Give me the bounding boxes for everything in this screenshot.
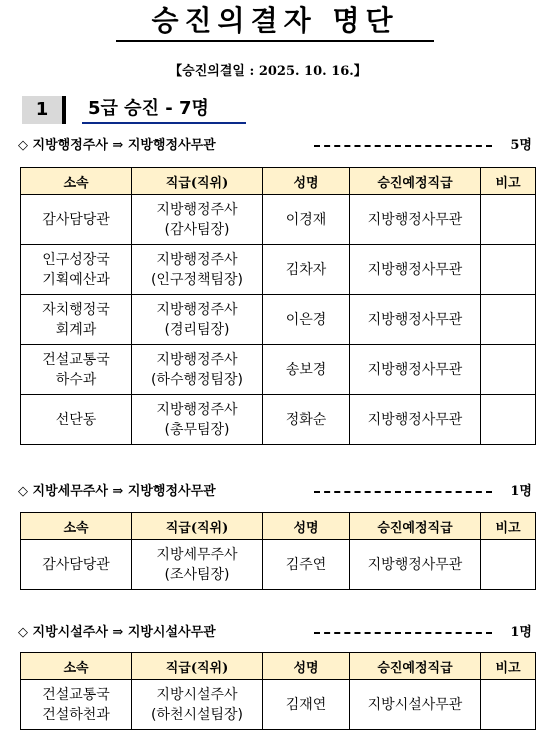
- cell-line: 감사담당관: [42, 211, 110, 228]
- name-cell: 정화순: [263, 395, 350, 445]
- dept-cell: [21, 395, 132, 445]
- cell-line: 건설교통국: [42, 686, 110, 703]
- column-header: 소속: [21, 513, 132, 540]
- target-rank-cell: 지방행정사무관: [350, 345, 481, 395]
- note-cell: [481, 195, 536, 245]
- rank-cell: [132, 395, 263, 445]
- target-rank-cell: 지방시설사무관: [350, 680, 481, 730]
- target-rank-cell: 지방행정사무관: [350, 540, 481, 590]
- cell-line: 하수과: [55, 371, 97, 388]
- group-count: 1명: [510, 625, 532, 640]
- cell-line: 기획예산과: [42, 271, 110, 288]
- cell-line: (총무팀장): [164, 421, 230, 438]
- dept-cell: [21, 540, 132, 590]
- column-header: 비고: [481, 168, 536, 195]
- cell-line: (감사팀장): [164, 221, 230, 238]
- table-header-row: [21, 513, 536, 540]
- rank-cell: [132, 295, 263, 345]
- resolution-date: 【승진의결일 : 2025. 10. 16.】: [169, 64, 367, 79]
- cell-line: (하수행정팀장): [150, 371, 244, 388]
- section-title: 5급 승진 - 7명: [82, 96, 246, 124]
- name-cell: 이경재: [263, 195, 350, 245]
- cell-line: (조사팀장): [164, 566, 230, 583]
- dashed-leader: [314, 632, 492, 634]
- group-heading-text: ◇ 지방세무주사 ⇒ 지방행정사무관: [18, 484, 216, 499]
- cell-line: 지방행정주사: [156, 401, 238, 418]
- cell-line: 건설하천과: [42, 706, 110, 723]
- column-header: 소속: [21, 168, 132, 195]
- group-count: 5명: [510, 138, 532, 153]
- promotion-table: [20, 167, 536, 445]
- table-row: [21, 295, 536, 345]
- column-header: 비고: [481, 653, 536, 680]
- column-header: 직급(직위): [132, 168, 263, 195]
- cell-line: 회계과: [55, 321, 97, 338]
- dashed-leader: [314, 491, 492, 493]
- cell-line: 건설교통국: [42, 351, 110, 368]
- group-count: 1명: [510, 484, 532, 499]
- cell-line: 지방행정주사: [156, 351, 238, 368]
- cell-line: 지방행정주사: [156, 201, 238, 218]
- group-heading: [18, 624, 532, 642]
- column-header: 직급(직위): [132, 513, 263, 540]
- rank-cell: [132, 245, 263, 295]
- table-row: [21, 345, 536, 395]
- group-heading-text: ◇ 지방행정주사 ⇒ 지방행정사무관: [18, 138, 216, 153]
- group-heading-text: ◇ 지방시설주사 ⇒ 지방시설사무관: [18, 625, 216, 640]
- cell-line: 지방시설주사: [156, 686, 238, 703]
- column-header: 직급(직위): [132, 653, 263, 680]
- cell-line: (하천시설팀장): [150, 706, 244, 723]
- table-row: [21, 680, 536, 730]
- column-header: 승진예정직급: [350, 168, 481, 195]
- cell-line: (경리팀장): [164, 321, 230, 338]
- section-number: 1: [22, 96, 66, 124]
- note-cell: [481, 395, 536, 445]
- note-cell: [481, 540, 536, 590]
- column-header: 성명: [263, 168, 350, 195]
- cell-line: 지방행정주사: [156, 251, 238, 268]
- column-header: 성명: [263, 653, 350, 680]
- dept-cell: [21, 195, 132, 245]
- promotion-table: [20, 652, 536, 730]
- cell-line: 감사담당관: [42, 556, 110, 573]
- table-row: [21, 540, 536, 590]
- target-rank-cell: 지방행정사무관: [350, 395, 481, 445]
- table-header-row: [21, 168, 536, 195]
- rank-cell: [132, 680, 263, 730]
- table-row: [21, 245, 536, 295]
- dept-cell: [21, 345, 132, 395]
- dept-cell: [21, 680, 132, 730]
- target-rank-cell: 지방행정사무관: [350, 295, 481, 345]
- note-cell: [481, 680, 536, 730]
- rank-cell: [132, 345, 263, 395]
- dept-cell: [21, 295, 132, 345]
- name-cell: 이은경: [263, 295, 350, 345]
- note-cell: [481, 245, 536, 295]
- dashed-leader: [314, 145, 492, 147]
- column-header: 승진예정직급: [350, 653, 481, 680]
- cell-line: 지방세무주사: [156, 546, 238, 563]
- column-header: 비고: [481, 513, 536, 540]
- column-header: 소속: [21, 653, 132, 680]
- dept-cell: [21, 245, 132, 295]
- group-heading: [18, 483, 532, 501]
- cell-line: 자치행정국: [42, 301, 110, 318]
- note-cell: [481, 345, 536, 395]
- target-rank-cell: 지방행정사무관: [350, 245, 481, 295]
- group-heading: [18, 137, 532, 155]
- cell-line: 지방행정주사: [156, 301, 238, 318]
- column-header: 승진예정직급: [350, 513, 481, 540]
- target-rank-cell: 지방행정사무관: [350, 195, 481, 245]
- cell-line: (인구정책팀장): [150, 271, 244, 288]
- note-cell: [481, 295, 536, 345]
- table-header-row: [21, 653, 536, 680]
- document-title: 승진의결자 명단: [116, 2, 434, 42]
- table-row: [21, 395, 536, 445]
- name-cell: 김주연: [263, 540, 350, 590]
- column-header: 성명: [263, 513, 350, 540]
- cell-line: 선단동: [55, 411, 97, 428]
- name-cell: 김차자: [263, 245, 350, 295]
- name-cell: 김재연: [263, 680, 350, 730]
- promotion-table: [20, 512, 536, 590]
- rank-cell: [132, 195, 263, 245]
- table-row: [21, 195, 536, 245]
- name-cell: 송보경: [263, 345, 350, 395]
- rank-cell: [132, 540, 263, 590]
- cell-line: 인구성장국: [42, 251, 110, 268]
